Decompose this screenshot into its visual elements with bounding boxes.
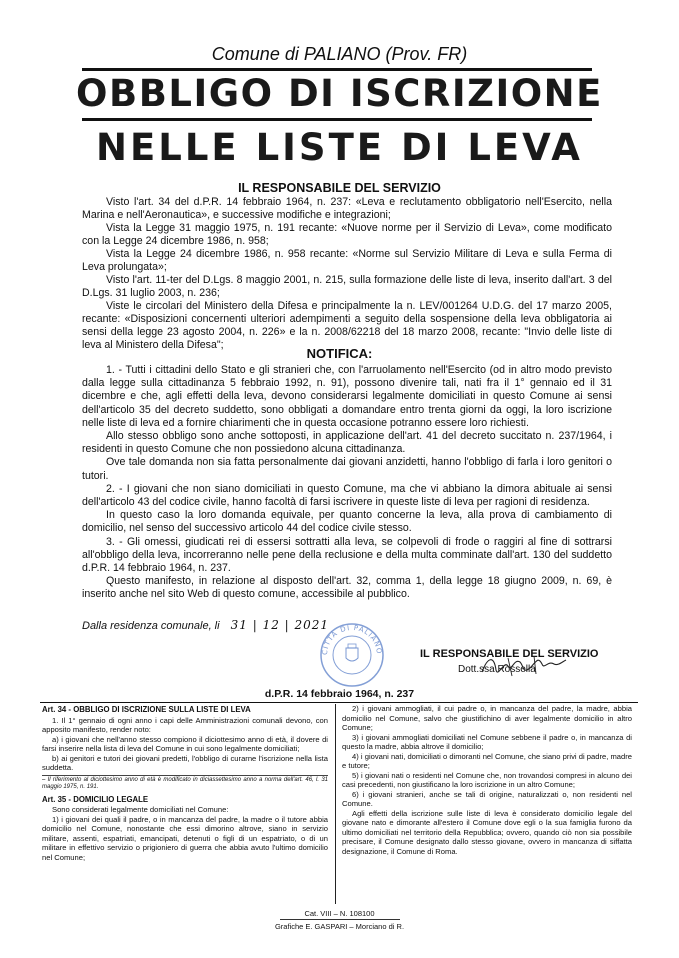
dpr-heading: d.P.R. 14 febbraio 1964, n. 237 — [264, 688, 415, 700]
column-divider — [335, 704, 336, 904]
article-paragraph: a) i giovani che nell'anno stesso compiono il diciottesimo anno di età, il dovere di farsi inserire nella lista di leva del Comune in cui sono legalmente domiciliati; — [42, 734, 328, 753]
article-paragraph: Agli effetti della iscrizione sulle liste di leva è considerato domicilio legale del giovane nato e dimorante all'estero il Comune dove egli o la sua famiglia furono da ultimo domiciliati nel territorio della Repubblica; ovvero, quando ciò non sia possibile precisare, il Comune designato dallo stesso giovane, ovvero in mancanza di siffatta designazione, il Comune di Roma. — [342, 808, 632, 856]
article-paragraph: 4) i giovani nati, domiciliati o dimoranti nel Comune, che siano privi di padre, madre e tutore; — [342, 751, 632, 770]
notifica-paragraph: Ove tale domanda non sia fatta personalmente dai giovani anzidetti, hanno l'obbligo di farla i loro genitori o tutori. — [82, 456, 612, 482]
printer-credit: Grafiche E. GASPARI – Morciano di R. — [274, 922, 405, 931]
title-line-1: OBBLIGO DI ISCRIZIONE — [76, 72, 603, 115]
notifica-paragraph: 3. - Gli omessi, giudicati rei di essersi sottratti alla leva, se colpevoli di frode o raggiri al fine di sottrarsi all'obbligo della leva, incorreranno nelle pene della reclusione e della multa comminate dall'art. 130 del suddetto d.P.R. 14 febbraio 1964, n. 237. — [82, 535, 612, 575]
notifica-paragraph: Questo manifesto, in relazione al disposto dell'art. 32, comma 1, della legge 18 giugno 2009, n. 69, è inserito anche nel sito Web di questo comune, accessibile al pubblico. — [82, 575, 612, 601]
notifica-paragraph: 2. - I giovani che non siano domiciliati in questo Comune, ma che vi abbiano la dimora abituale ai sensi dell'articolo 43 del codice civile, hanno facoltà di farsi iscrivere in queste liste di leva per ragioni di residenza. — [82, 482, 612, 509]
article-paragraph: Sono considerati legalmente domiciliati nel Comune: — [52, 805, 229, 814]
closing-place-date — [82, 618, 329, 632]
intro-paragraph: Visto l'art. 34 del d.P.R. 14 febbraio 1964, n. 237: «Leva e reclutamento obbligatorio nell'Esercito, nella Marina e nell'Aeronautica», e successive modifiche e integrazioni; — [82, 196, 612, 221]
divider — [40, 702, 638, 703]
footer-divider — [280, 919, 400, 920]
articles-left-column — [42, 704, 328, 862]
article-34-title: Art. 34 - OBBLIGO DI ISCRIZIONE SULLA LISTE DI LEVA — [42, 705, 251, 714]
closing-place: Dalla residenza comunale, li — [82, 620, 220, 632]
intro-paragraph: Viste le circolari del Ministero della Difesa e principalmente la n. LEV/001264 U.D.G. del 17 marzo 2005, recante: «Disposizioni concernenti ulteriori adempimenti a seguito della sospensione della leva obbligatoria ai sensi della legge 23 agosto 2004, n. 226» e la n. 2008/62218 del 18 marzo 2008, recante: "Invio delle liste di leva al Ministero della Difesa"; — [82, 300, 612, 351]
comune-header: Comune di PALIANO (Prov. FR) — [211, 44, 468, 64]
articles-right-column — [342, 704, 632, 856]
intro-paragraph: Vista la Legge 31 maggio 1975, n. 191 recante: «Nuove norme per il Servizio di Leva», come modificato con la Legge 24 dicembre 1986, n. 958; — [82, 222, 612, 247]
signature-name: Dott.ssa Rossella — [458, 664, 536, 675]
intro-paragraph: Vista la Legge 24 dicembre 1986, n. 958 recante: «Norme sul Servizio Militare di Leva e sulla Ferma di Leva prolungata»; — [82, 248, 612, 273]
notifica-section — [82, 364, 612, 602]
notifica-heading: NOTIFICA: — [306, 346, 373, 361]
title-rule-top — [82, 68, 592, 71]
title-rule-middle — [82, 118, 592, 121]
notifica-paragraph: 1. - Tutti i cittadini dello Stato e gli stranieri che, con l'arruolamento nell'Esercito (od in altro modo previsto dalla legge sulla cittadinanza 5 febbraio 1992, n. 91), possono divenire tali, nati fra il 1° gennaio ed il 31 dicembre e che, agli effetti della leva, devono considerarsi legalmente domiciliati in questo Comune ai sensi dell'articolo 35 del decreto suddetto, sono obbligati a domandare entro trenta giorni da oggi, la loro iscrizione nelle liste di leva ed a fornire chiarimenti che in questa occasione potranno essere loro richiesti. — [82, 364, 612, 429]
notifica-paragraph: Allo stesso obbligo sono anche sottoposti, in applicazione dell'art. 41 del decreto succitato n. 237/1964, i residenti in questo Comune che non possiedono alcuna cittadinanza. — [82, 430, 612, 456]
intro-section — [82, 196, 612, 352]
article-paragraph: 1) i giovani dei quali il padre, o in mancanza del padre, la madre o il tutore abbia domicilio nel Comune, nonostante che essi dimorino altrove, siano in servizio militare, assenti, espatriati, emancipati, detenuti o figli di un espatriato, o di un militare in effettivo servizio o prigioniero di guerra che abbia avuto l'ultimo domicilio nel Comune; — [42, 814, 328, 862]
responsabile-heading: IL RESPONSABILE DEL SERVIZIO — [238, 181, 441, 195]
article-paragraph: 2) i giovani ammogliati, il cui padre o, in mancanza del padre, la madre, abbia domicilio nel Comune, salvo che giustifichino di aver legalmente domicilio in altro Comune; — [342, 704, 632, 732]
catalog-number: Cat. VIII – N. 108100 — [304, 909, 375, 918]
intro-paragraph: Visto l'art. 11-ter del D.Lgs. 8 maggio 2001, n. 215, sulla formazione delle liste di leva, inserito dall'art. 3 del D.Lgs. 31 luglio 2003, n. 236; — [82, 274, 612, 299]
article-35-title: Art. 35 - DOMICILIO LEGALE — [42, 794, 149, 804]
notifica-paragraph: In questo caso la loro domanda equivale, per quanto concerne la leva, alla prova di cambiamento di domicilio, nel senso del successivo articolo 44 del codice civile stesso. — [82, 509, 612, 535]
handwritten-signature-icon — [478, 652, 568, 680]
article-paragraph: 1. Il 1° gennaio di ogni anno i capi delle Amministrazioni comunali devono, con apposito manifesto, render noto: — [42, 715, 328, 734]
municipal-stamp-icon — [319, 622, 385, 688]
article-paragraph: 3) i giovani ammogliati domiciliati nel Comune sebbene il padre o, in mancanza di questo la madre, abbia altrove il domicilio; — [342, 732, 632, 751]
signature-title: IL RESPONSABILE DEL SERVIZIO — [420, 648, 599, 660]
title-line-2: NELLE LISTE DI LEVA — [96, 126, 583, 169]
svg-text:CITTÀ DI PALIANO: CITTÀ DI PALIANO — [320, 623, 384, 656]
article-paragraph: 5) i giovani nati o residenti nel Comune che, non trovandosi compresi in alcuno dei casi precedenti, non giustificano la loro iscrizione in un altro Comune; — [342, 770, 632, 789]
closing-date: 31 | 12 | 2021 — [230, 618, 330, 632]
footnote: – Il riferimento al diciottesimo anno di età è modificato in diciassettesimo anno a norma dell'art. 46, l. 31 maggio 1975, n. 191. — [42, 776, 328, 790]
article-paragraph: b) ai genitori e tutori dei giovani predetti, l'obbligo di curarne l'iscrizione nella lista suddetta. — [42, 753, 328, 772]
article-paragraph: 6) i giovani stranieri, anche se tali di origine, naturalizzati o, non residenti nel Comune. — [342, 789, 632, 808]
